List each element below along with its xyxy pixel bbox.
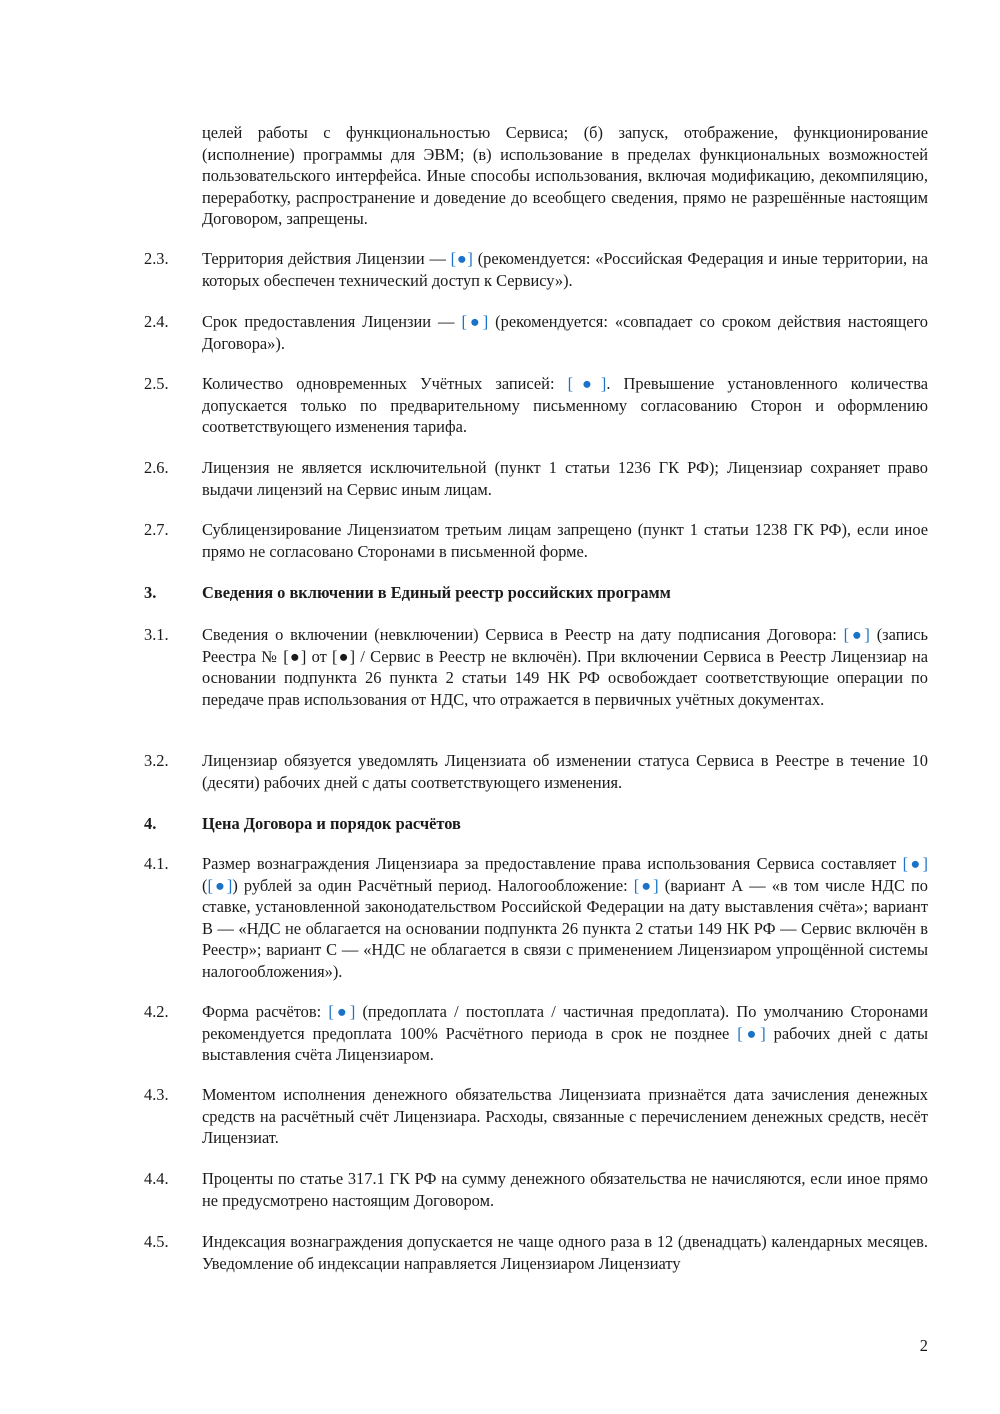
text-run: рабочих дней с даты выставления счёта Лицензиаром. xyxy=(202,1023,929,1064)
text-run: (рекомендуется: «совпадает со сроком действия настоящего Договора»). xyxy=(202,312,929,353)
clause-text xyxy=(202,624,928,710)
placeholder-field: [●] xyxy=(450,249,473,268)
clause-text xyxy=(202,373,928,438)
section-number: 4. xyxy=(144,814,157,833)
placeholder-field: [●] xyxy=(207,875,233,895)
clause-number: 2.5. xyxy=(144,374,169,393)
text-run: (рекомендуется: «Российская Федерация и иные территории, на которых обеспечен технический доступ к Сервису»). xyxy=(202,249,928,290)
text-run: (вариант А — «в том числе НДС по ставке, установленной законодательством Российской Федерации на дату выставления счёта»; вариант В — «НДС не облагается на основании подпункта 26 пункта 2 статьи 149 НК РФ — Сервис включён в Реестр»; вариант С — «НДС не облагается в связи с применением Лицензиаром упрощённой системы налогообложения»). xyxy=(202,875,928,981)
placeholder-field: [●] xyxy=(633,875,659,895)
clause-text xyxy=(202,1001,928,1066)
clause-text: Проценты по статье 317.1 ГК РФ на сумму денежного обязательства не начисляются, если иное прямо не предусмотрено настоящим Договором. xyxy=(202,1169,928,1210)
clause-text: Лицензиар обязуется уведомлять Лицензиата об изменении статуса Сервиса в Реестре в течение 10 (десяти) рабочих дней с даты соответствующего изменения. xyxy=(202,751,928,792)
text-run: Форма расчётов: xyxy=(202,1002,329,1021)
clause-text: Лицензия не является исключительной (пункт 1 статьи 1236 ГК РФ); Лицензиар сохраняет право выдачи лицензий на Сервис иным лицам. xyxy=(202,458,928,499)
text-run: Территория действия Лицензии — xyxy=(202,249,451,268)
clause-text xyxy=(202,853,928,982)
text-run: . Превышение установленного количества допускается только по предварительному письменному согласованию Сторон и оформлению соответствующего изменения тарифа. xyxy=(202,374,928,436)
text-run: ( xyxy=(202,875,208,895)
clause-number: 4.3. xyxy=(144,1085,169,1104)
section-title: Сведения о включении в Единый реестр российских программ xyxy=(202,583,671,602)
placeholder-field: [●] xyxy=(737,1023,766,1043)
section-title: Цена Договора и порядок расчётов xyxy=(202,814,461,833)
clause-number: 2.7. xyxy=(144,520,169,539)
placeholder-field: [●] xyxy=(843,625,870,644)
clause-number: 2.4. xyxy=(144,312,169,331)
clause-text: Индексация вознаграждения допускается не чаще одного раза в 12 (двенадцать) календарных месяцев. Уведомление об индексации направляется Лицензиаром Лицензиату xyxy=(202,1232,928,1273)
text-run: Размер вознаграждения Лицензиара за предоставление права использования Сервиса составляет xyxy=(202,854,903,873)
section-number: 3. xyxy=(144,583,157,602)
page-number: 2 xyxy=(919,1336,928,1355)
clause-number: 2.6. xyxy=(144,458,169,477)
clause-text xyxy=(202,311,928,354)
placeholder-field: [●] xyxy=(902,854,928,873)
paragraph-text: целей работы с функциональностью Сервиса; (б) запуск, отображение, функционирование (исполнение) программы для ЭВМ; (в) использование в пределах функциональных возможностей пользовательского интерфейса. Иные способы использования, включая модификацию, декомпиляцию, переработку, распространение и доведение до всеобщего сведения, прямо не разрешённые настоящим Договором, запрещены. xyxy=(202,123,928,228)
placeholder-field: [●] xyxy=(567,374,607,393)
clause-number: 3.2. xyxy=(144,751,169,770)
text-run: Срок предоставления Лицензии — xyxy=(202,312,462,331)
text-run: (запись Реестра № [●] от [●] / Сервис в Реестр не включён). При включении Сервиса в Реестр Лицензиар на основании подпункта 26 пункта 2 статьи 149 НК РФ освобождает соответствующие операции по передаче прав использования от НДС, что отражается в первичных учётных документах. xyxy=(202,625,928,709)
text-run: ) рублей за один Расчётный период. Налогообложение: xyxy=(232,875,634,895)
placeholder-field: [●] xyxy=(328,1002,356,1021)
placeholder-field: [●] xyxy=(461,312,489,331)
clause-text: Моментом исполнения денежного обязательства Лицензиата признаётся дата зачисления денежных средств на расчётный счёт Лицензиара. Расходы, связанные с перечислением денежных средств, несёт Лицензиат. xyxy=(202,1085,928,1147)
text-run: Сведения о включении (невключении) Сервиса в Реестр на дату подписания Договора: xyxy=(202,625,844,644)
clause-number: 4.4. xyxy=(144,1169,169,1188)
clause-number: 3.1. xyxy=(144,625,169,644)
text-run: (предоплата / постоплата / частичная предоплата). По умолчанию Сторонами рекомендуется предоплата 100% Расчётного периода в срок не позднее xyxy=(202,1002,929,1043)
clause-number: 4.1. xyxy=(144,854,169,873)
clause-text xyxy=(202,248,928,291)
clause-text: Сублицензирование Лицензиатом третьим лицам запрещено (пункт 1 статьи 1238 ГК РФ), если иное прямо не согласовано Сторонами в письменной форме. xyxy=(202,520,928,561)
continuation-paragraph xyxy=(202,122,928,230)
clause-number: 4.2. xyxy=(144,1002,169,1021)
clause-number: 2.3. xyxy=(144,249,169,268)
text-run: Количество одновременных Учётных записей: xyxy=(202,374,568,393)
clause-number: 4.5. xyxy=(144,1232,169,1251)
